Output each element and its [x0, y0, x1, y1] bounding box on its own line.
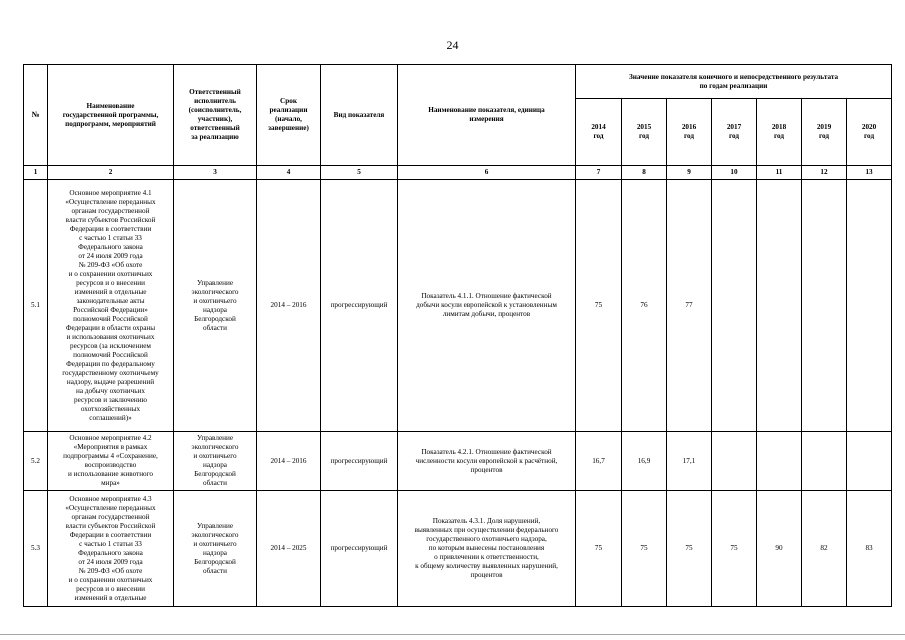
page-number: 24 — [446, 38, 459, 52]
activity-name: Основное мероприятие 4.2 «Мероприятия в рамках подпрограммы 4 «Сохранение, воспроизводство и использование животного мира» — [48, 432, 174, 491]
header-name: Наименование государственной программы, подпрограмм, мероприятий — [48, 65, 174, 166]
indicators-table — [23, 64, 892, 607]
column-number: 6 — [398, 166, 576, 180]
indicator-name: Показатель 4.1.1. Отношение фактической добычи косули европейской к установленным лимитам добычи, процентов — [398, 180, 576, 432]
row-number: 5.3 — [24, 491, 48, 607]
value-2019: 82 — [802, 491, 847, 607]
column-number: 3 — [174, 166, 257, 180]
value-2014: 75 — [576, 491, 622, 607]
header-kind: Вид показателя — [321, 65, 398, 166]
executor: Управление экологического и охотничьего надзора Белгородской области — [174, 432, 257, 491]
column-number: 11 — [757, 166, 802, 180]
header-no: № — [24, 65, 48, 166]
value-2020: 83 — [847, 491, 892, 607]
header-year: 2016 год — [667, 99, 712, 166]
executor: Управление экологического и охотничьего надзора Белгородской области — [174, 491, 257, 607]
header-year: 2014 год — [576, 99, 622, 166]
table-row — [24, 180, 892, 432]
scan-edge-line — [0, 634, 905, 635]
value-2020 — [847, 432, 892, 491]
column-numbers-row — [24, 166, 892, 180]
value-2016: 75 — [667, 491, 712, 607]
value-2014: 16,7 — [576, 432, 622, 491]
value-2014: 75 — [576, 180, 622, 432]
value-2018 — [757, 432, 802, 491]
value-2020 — [847, 180, 892, 432]
value-2016: 17,1 — [667, 432, 712, 491]
value-2015: 16,9 — [622, 432, 667, 491]
header-row-1 — [24, 65, 892, 99]
indicator-kind: прогрессирующий — [321, 432, 398, 491]
header-executor: Ответственный исполнитель (соисполнитель, участник), ответственный за реализацию — [174, 65, 257, 166]
value-2017 — [712, 432, 757, 491]
header-year: 2018 год — [757, 99, 802, 166]
row-number: 5.1 — [24, 180, 48, 432]
column-number: 13 — [847, 166, 892, 180]
value-2019 — [802, 180, 847, 432]
value-2018: 90 — [757, 491, 802, 607]
activity-name: Основное мероприятие 4.3 «Осуществление переданных органам государственной власти субъектов Российской Федерации в соответствии с частью 1 статьи 33 Федерального закона от 24 июля 2009 года № 209-ФЗ «Об охоте и о сохранении охотничьих ресурсов и о внесении изменений в отдельные — [48, 491, 174, 607]
term: 2014 – 2016 — [257, 432, 321, 491]
indicator-name: Показатель 4.3.1. Доля нарушений, выявленных при осуществлении федерального государственного охотничьего надзора, по которым вынесены постановления о привлечении к ответственности, к общему количеству выявленных нарушений, процентов — [398, 491, 576, 607]
column-number: 2 — [48, 166, 174, 180]
column-number: 4 — [257, 166, 321, 180]
header-year: 2015 год — [622, 99, 667, 166]
term: 2014 – 2016 — [257, 180, 321, 432]
column-number: 10 — [712, 166, 757, 180]
value-2015: 75 — [622, 491, 667, 607]
column-number: 12 — [802, 166, 847, 180]
column-number: 7 — [576, 166, 622, 180]
value-2015: 76 — [622, 180, 667, 432]
value-2019 — [802, 432, 847, 491]
column-number: 8 — [622, 166, 667, 180]
indicator-name: Показатель 4.2.1. Отношение фактической численности косули европейской к расчётной, процентов — [398, 432, 576, 491]
column-number: 1 — [24, 166, 48, 180]
indicator-kind: прогрессирующий — [321, 180, 398, 432]
column-number: 9 — [667, 166, 712, 180]
table-row — [24, 432, 892, 491]
header-year: 2017 год — [712, 99, 757, 166]
row-number: 5.2 — [24, 432, 48, 491]
executor: Управление экологического и охотничьего надзора Белгородской области — [174, 180, 257, 432]
header-year: 2019 год — [802, 99, 847, 166]
table-row — [24, 491, 892, 607]
value-2017 — [712, 180, 757, 432]
header-year: 2020 год — [847, 99, 892, 166]
indicator-kind: прогрессирующий — [321, 491, 398, 607]
header-values-group: Значение показателя конечного и непосредственного результата по годам реализации — [576, 65, 892, 99]
value-2018 — [757, 180, 802, 432]
header-term: Срок реализации (начало, завершение) — [257, 65, 321, 166]
value-2017: 75 — [712, 491, 757, 607]
header-indicator: Наименование показателя, единица измерения — [398, 65, 576, 166]
term: 2014 – 2025 — [257, 491, 321, 607]
value-2016: 77 — [667, 180, 712, 432]
column-number: 5 — [321, 166, 398, 180]
activity-name: Основное мероприятие 4.1 «Осуществление переданных органам государственной власти субъектов Российской Федерации в соответствии с частью 1 статьи 33 Федерального закона от 24 июля 2009 года № 209-ФЗ «Об охоте и о сохранении охотничьих ресурсов и о внесении изменений в отдельные законодательные акты Российской Федерации» полномочий Российской Федерации в области охраны и использования охотничьих ресурсов (за исключением полномочий Российской Федерации по федеральному государственному охотничьему надзору, выдаче разрешений на добычу охотничьих ресурсов и заключению охотхозяйственных соглашений)» — [48, 180, 174, 432]
